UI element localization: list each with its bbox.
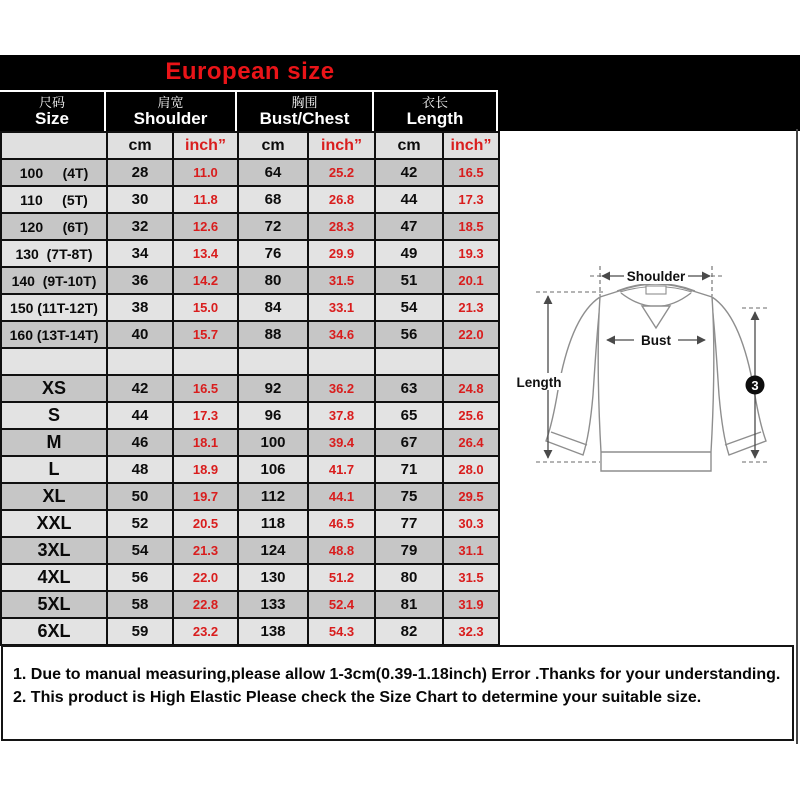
size-row-110 (5T) bbox=[1, 186, 499, 213]
inch-value: 21.3 bbox=[173, 537, 238, 564]
cm-value: 36 bbox=[107, 267, 173, 294]
inch-value: 18.1 bbox=[173, 429, 238, 456]
size-row-XS bbox=[1, 375, 499, 402]
size-label: L bbox=[1, 456, 107, 483]
inch-value: 29.9 bbox=[308, 240, 375, 267]
column-group-header-length bbox=[374, 92, 498, 131]
inch-value: 11.8 bbox=[173, 186, 238, 213]
cm-value: 77 bbox=[375, 510, 443, 537]
cm-value bbox=[375, 348, 443, 375]
inch-value: 22.8 bbox=[173, 591, 238, 618]
inch-value: 14.2 bbox=[173, 267, 238, 294]
inch-value: 36.2 bbox=[308, 375, 375, 402]
inch-value: 51.2 bbox=[308, 564, 375, 591]
cm-value: 118 bbox=[238, 510, 308, 537]
size-row-XXL bbox=[1, 510, 499, 537]
size-label: XXL bbox=[1, 510, 107, 537]
cm-value: 30 bbox=[107, 186, 173, 213]
cm-value: 106 bbox=[238, 456, 308, 483]
size-label: 3XL bbox=[1, 537, 107, 564]
cm-value: 68 bbox=[238, 186, 308, 213]
cm-value: 44 bbox=[107, 402, 173, 429]
length-label: Length bbox=[516, 375, 562, 390]
inch-value bbox=[308, 348, 375, 375]
cm-value: 88 bbox=[238, 321, 308, 348]
inch-value: 18.9 bbox=[173, 456, 238, 483]
size-label: 140 (9T-10T) bbox=[1, 267, 107, 294]
bust-label: Bust bbox=[641, 333, 671, 348]
cm-value: 59 bbox=[107, 618, 173, 645]
size-row-130 (7T-8T) bbox=[1, 240, 499, 267]
inch-value: 20.5 bbox=[173, 510, 238, 537]
size-label bbox=[1, 348, 107, 375]
inch-value: 28.0 bbox=[443, 456, 499, 483]
collar-tag bbox=[646, 286, 666, 294]
cm-value: 79 bbox=[375, 537, 443, 564]
inch-value: 29.5 bbox=[443, 483, 499, 510]
cm-value: 54 bbox=[375, 294, 443, 321]
size-label: 100 (4T) bbox=[1, 159, 107, 186]
cm-value: 81 bbox=[375, 591, 443, 618]
unit-cm-header: cm bbox=[107, 132, 173, 159]
inch-value: 17.3 bbox=[443, 186, 499, 213]
cm-value: 84 bbox=[238, 294, 308, 321]
cm-value: 71 bbox=[375, 456, 443, 483]
inch-value: 24.8 bbox=[443, 375, 499, 402]
column-header-cn: 胸围 bbox=[291, 95, 318, 110]
cm-value: 75 bbox=[375, 483, 443, 510]
size-row-120 (6T) bbox=[1, 213, 499, 240]
inch-value: 22.0 bbox=[443, 321, 499, 348]
inch-value: 28.3 bbox=[308, 213, 375, 240]
cm-value: 44 bbox=[375, 186, 443, 213]
inch-value: 25.2 bbox=[308, 159, 375, 186]
inch-value bbox=[173, 348, 238, 375]
cm-value: 112 bbox=[238, 483, 308, 510]
unit-empty-cell bbox=[1, 132, 107, 159]
size-row-4XL bbox=[1, 564, 499, 591]
column-header-cn: 衣长 bbox=[421, 95, 448, 110]
inch-value: 54.3 bbox=[308, 618, 375, 645]
inch-value: 41.7 bbox=[308, 456, 375, 483]
inch-value: 39.4 bbox=[308, 429, 375, 456]
inch-value: 13.4 bbox=[173, 240, 238, 267]
size-row-5XL bbox=[1, 591, 499, 618]
column-header-en: Length bbox=[406, 109, 464, 128]
inch-value: 17.3 bbox=[173, 402, 238, 429]
cm-value: 80 bbox=[238, 267, 308, 294]
note-2: 2. This product is High Elastic Please check the Size Chart to determine your suitable size. bbox=[13, 689, 702, 706]
unit-cm-header: cm bbox=[238, 132, 308, 159]
cm-value: 63 bbox=[375, 375, 443, 402]
unit-inch-header: inch” bbox=[173, 132, 238, 159]
cm-value: 42 bbox=[107, 375, 173, 402]
cm-value bbox=[107, 348, 173, 375]
cm-value: 138 bbox=[238, 618, 308, 645]
inch-value: 16.5 bbox=[173, 375, 238, 402]
cm-value: 100 bbox=[238, 429, 308, 456]
size-label: 160 (13T-14T) bbox=[1, 321, 107, 348]
inch-value: 20.1 bbox=[443, 267, 499, 294]
garment-measurement-diagram bbox=[510, 240, 800, 485]
cm-value: 64 bbox=[238, 159, 308, 186]
size-row-140 (9T-10T) bbox=[1, 267, 499, 294]
inch-value: 37.8 bbox=[308, 402, 375, 429]
column-group-header-bust-chest bbox=[237, 92, 374, 131]
cm-value: 124 bbox=[238, 537, 308, 564]
size-row-spacer bbox=[1, 348, 499, 375]
column-header-en: Bust/Chest bbox=[259, 109, 350, 128]
size-label: 110 (5T) bbox=[1, 186, 107, 213]
cm-value: 49 bbox=[375, 240, 443, 267]
unit-header-row bbox=[1, 132, 499, 159]
cm-value: 47 bbox=[375, 213, 443, 240]
notes-box bbox=[1, 645, 794, 741]
column-header-cn: 肩宽 bbox=[157, 95, 184, 110]
cm-value: 80 bbox=[375, 564, 443, 591]
header-band bbox=[0, 55, 800, 131]
column-group-header-size bbox=[0, 92, 106, 131]
inch-value: 33.1 bbox=[308, 294, 375, 321]
inch-value: 19.3 bbox=[443, 240, 499, 267]
cm-value: 76 bbox=[238, 240, 308, 267]
inch-value bbox=[443, 348, 499, 375]
cm-value: 42 bbox=[375, 159, 443, 186]
size-label: 120 (6T) bbox=[1, 213, 107, 240]
inch-value: 52.4 bbox=[308, 591, 375, 618]
column-group-header-shoulder bbox=[106, 92, 237, 131]
size-label: 6XL bbox=[1, 618, 107, 645]
inch-value: 31.5 bbox=[308, 267, 375, 294]
cm-value: 28 bbox=[107, 159, 173, 186]
cm-value: 50 bbox=[107, 483, 173, 510]
inch-value: 15.0 bbox=[173, 294, 238, 321]
cm-value: 72 bbox=[238, 213, 308, 240]
shoulder-label: Shoulder bbox=[626, 269, 686, 284]
cm-value: 67 bbox=[375, 429, 443, 456]
inch-value: 32.3 bbox=[443, 618, 499, 645]
cm-value: 92 bbox=[238, 375, 308, 402]
inch-value: 22.0 bbox=[173, 564, 238, 591]
column-header-cn: 尺码 bbox=[38, 95, 65, 110]
cm-value: 34 bbox=[107, 240, 173, 267]
inch-value: 21.3 bbox=[443, 294, 499, 321]
badge-number: 3 bbox=[751, 378, 759, 393]
inch-value: 26.4 bbox=[443, 429, 499, 456]
inch-value: 16.5 bbox=[443, 159, 499, 186]
inch-value: 31.5 bbox=[443, 564, 499, 591]
unit-inch-header: inch” bbox=[308, 132, 375, 159]
unit-cm-header: cm bbox=[375, 132, 443, 159]
size-label: 130 (7T-8T) bbox=[1, 240, 107, 267]
cm-value: 40 bbox=[107, 321, 173, 348]
inch-value: 18.5 bbox=[443, 213, 499, 240]
inch-value: 31.9 bbox=[443, 591, 499, 618]
inch-value: 46.5 bbox=[308, 510, 375, 537]
cm-value: 58 bbox=[107, 591, 173, 618]
column-header-en: Size bbox=[34, 109, 70, 128]
inch-value: 30.3 bbox=[443, 510, 499, 537]
cm-value: 52 bbox=[107, 510, 173, 537]
cm-value: 48 bbox=[107, 456, 173, 483]
cm-value: 56 bbox=[107, 564, 173, 591]
cm-value: 54 bbox=[107, 537, 173, 564]
size-label: M bbox=[1, 429, 107, 456]
inch-value: 48.8 bbox=[308, 537, 375, 564]
inch-value: 26.8 bbox=[308, 186, 375, 213]
cm-value: 133 bbox=[238, 591, 308, 618]
size-row-6XL bbox=[1, 618, 499, 645]
size-label: 5XL bbox=[1, 591, 107, 618]
inch-value: 15.7 bbox=[173, 321, 238, 348]
cm-value: 56 bbox=[375, 321, 443, 348]
cm-value: 96 bbox=[238, 402, 308, 429]
cm-value: 38 bbox=[107, 294, 173, 321]
column-header-en: Shoulder bbox=[133, 109, 208, 128]
size-row-3XL bbox=[1, 537, 499, 564]
size-row-M bbox=[1, 429, 499, 456]
size-row-150 (11T-12T) bbox=[1, 294, 499, 321]
inch-value: 31.1 bbox=[443, 537, 499, 564]
size-label: 4XL bbox=[1, 564, 107, 591]
inch-value: 25.6 bbox=[443, 402, 499, 429]
inch-value: 19.7 bbox=[173, 483, 238, 510]
inch-value: 44.1 bbox=[308, 483, 375, 510]
cm-value: 65 bbox=[375, 402, 443, 429]
inch-value: 12.6 bbox=[173, 213, 238, 240]
cm-value: 32 bbox=[107, 213, 173, 240]
size-row-100 (4T) bbox=[1, 159, 499, 186]
page-title: European size bbox=[165, 58, 335, 85]
cm-value: 46 bbox=[107, 429, 173, 456]
inch-value: 23.2 bbox=[173, 618, 238, 645]
size-label: XS bbox=[1, 375, 107, 402]
cm-value: 51 bbox=[375, 267, 443, 294]
size-label: S bbox=[1, 402, 107, 429]
size-row-L bbox=[1, 456, 499, 483]
column-group-header-row bbox=[0, 90, 498, 131]
cm-value bbox=[238, 348, 308, 375]
size-row-S bbox=[1, 402, 499, 429]
cm-value: 130 bbox=[238, 564, 308, 591]
size-label: 150 (11T-12T) bbox=[1, 294, 107, 321]
cm-value: 82 bbox=[375, 618, 443, 645]
inch-value: 11.0 bbox=[173, 159, 238, 186]
unit-inch-header: inch” bbox=[443, 132, 499, 159]
size-row-XL bbox=[1, 483, 499, 510]
note-1: 1. Due to manual measuring,please allow 1-3cm(0.39-1.18inch) Error .Thanks for your understanding. bbox=[13, 666, 781, 683]
inch-value: 34.6 bbox=[308, 321, 375, 348]
size-label: XL bbox=[1, 483, 107, 510]
size-table bbox=[0, 131, 500, 646]
size-row-160 (13T-14T) bbox=[1, 321, 499, 348]
